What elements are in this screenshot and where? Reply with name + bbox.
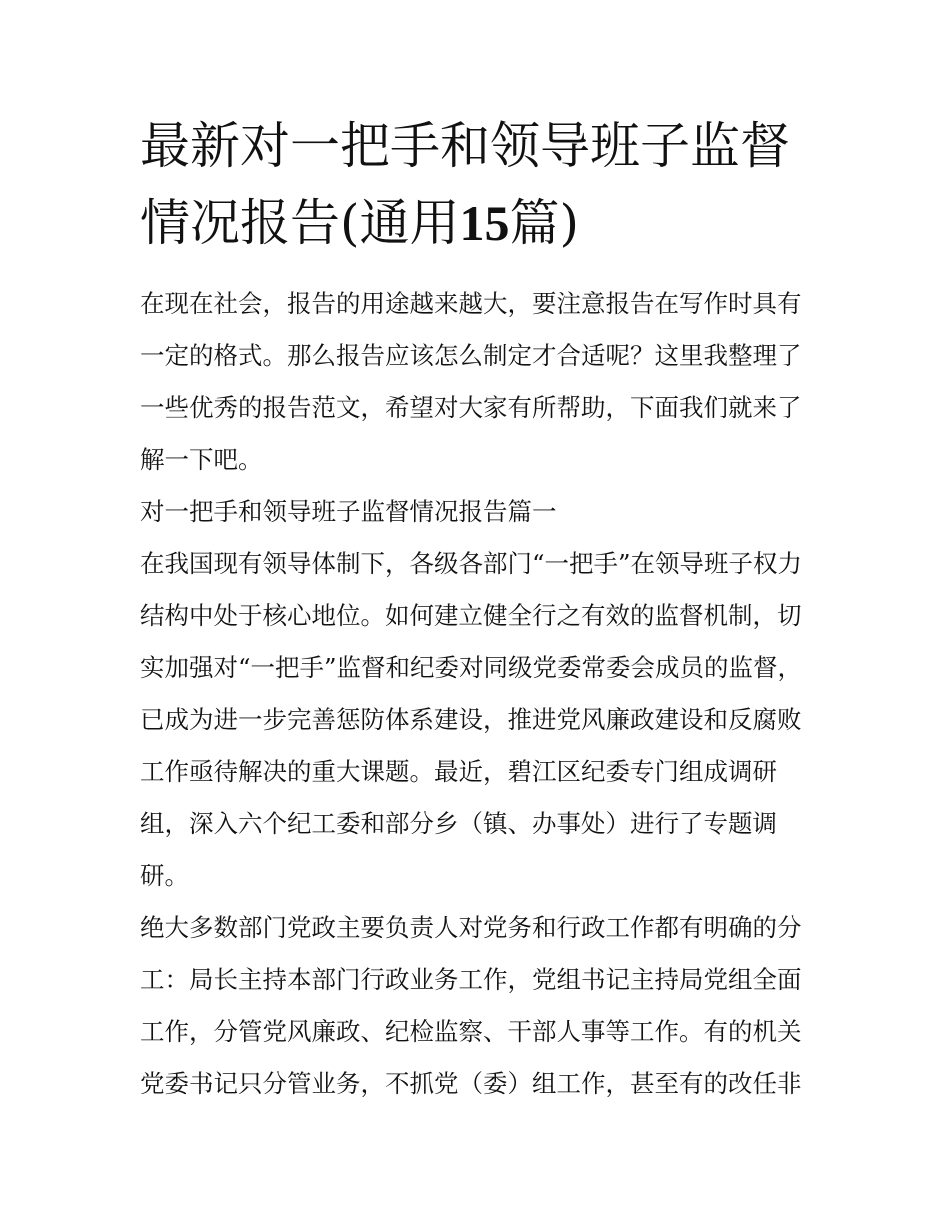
- paragraph-line: 实加强对“一把手”监督和纪委对同级党委常委会成员的监督，: [140, 653, 803, 682]
- body-paragraph-1: [140, 538, 815, 902]
- title-line-2-number: 15: [459, 195, 510, 251]
- paragraph-line: 在我国现有领导体制下，各级各部门“一把手”在领导班子权力: [140, 549, 803, 578]
- body-paragraph-2: [140, 902, 815, 1110]
- paragraph-line: 组，深入六个纪工委和部分乡（镇、办事处）进行了专题调: [140, 809, 777, 838]
- paragraph-line: 解一下吧。: [140, 445, 263, 474]
- paragraph-line: 一定的格式。那么报告应该怎么制定才合适呢？这里我整理了: [140, 341, 802, 370]
- paragraph-line: 在现在社会，报告的用途越来越大，要注意报告在写作时具有: [140, 289, 802, 318]
- paragraph-line: 党委书记只分管业务，不抓党（委）组工作，甚至有的改任非: [140, 1069, 802, 1098]
- title-line-1: 最新对一把手和领导班子监督: [140, 117, 790, 175]
- title-line-2: [140, 185, 815, 262]
- paragraph-line: 一些优秀的报告范文，希望对大家有所帮助，下面我们就来了: [140, 393, 802, 422]
- paragraph-line: 工作亟待解决的重大课题。最近，碧江区纪委专门组成调研: [140, 757, 777, 786]
- section-heading: 对一把手和领导班子监督情况报告篇一: [140, 497, 557, 526]
- paragraph-line: 工：局长主持本部门行政业务工作，党组书记主持局党组全面: [140, 965, 802, 994]
- paragraph-line: 结构中处于核心地位。如何建立健全行之有效的监督机制，切: [140, 601, 802, 630]
- document-page: [140, 108, 815, 1110]
- paragraph-line: 已成为进一步完善惩防体系建设，推进党风廉政建设和反腐败: [140, 705, 802, 734]
- paragraph-line: 研。: [140, 861, 189, 890]
- paragraph-line: 绝大多数部门党政主要负责人对党务和行政工作都有明确的分: [140, 913, 802, 942]
- paragraph-line: 工作，分管党风廉政、纪检监察、干部人事等工作。有的机关: [140, 1017, 802, 1046]
- title-line-2-prefix: 情况报告(通用: [140, 194, 460, 252]
- title-line-2-suffix: 篇): [509, 194, 580, 252]
- document-title: [140, 108, 815, 262]
- intro-paragraph: [140, 278, 815, 486]
